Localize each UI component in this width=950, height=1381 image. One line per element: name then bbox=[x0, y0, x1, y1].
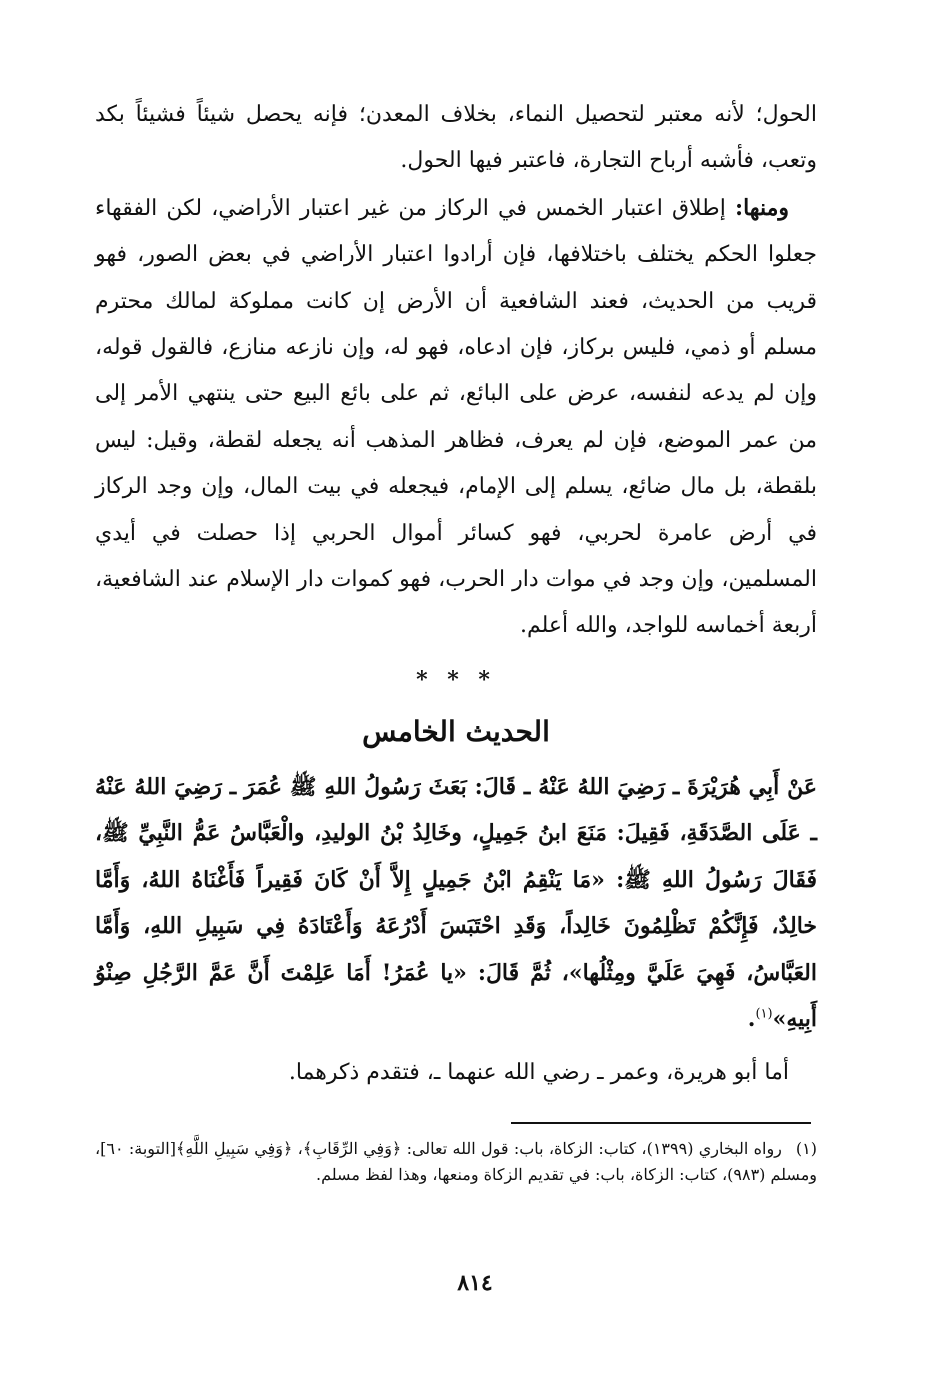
footnote-divider bbox=[511, 1122, 811, 1124]
hadith-body: عَنْ أَبِي هُرَيْرَةَ ـ رَضِيَ اللهُ عَنْهُ ـ قَالَ: بَعَثَ رَسُولُ اللهِ ﷺ عُمَرَ ـ رَضِيَ اللهُ عَنْهُ ـ عَلَى الصَّدَقَةِ، فَقِيلَ: مَنَعَ ابنُ جَمِيلٍ، وخَالِدُ بْنُ الوليدِ، والْعَبَّاسُ عَمُّ النَّبِيِّ ﷺ، فَقَالَ رَسُولُ اللهِ ﷺ: «مَا يَنْقِمُ ابْنُ جَمِيلٍ إِلاَّ أَنْ كَانَ فَقِيراً فَأَغْنَاهُ اللهُ، وَأَمَّا خالِدٌ، فَإِنَّكُمْ تَظْلِمُونَ خَالِداً، وَقَدِ احْتَبَسَ أَدْرُعَهُ وَأَعْتَادَهُ فِي سَبِيلِ اللهِ، وَأَمَّا العَبَّاسُ، فَهِيَ عَلَيَّ ومِثْلُها»، ثُمَّ قَالَ: «يا عُمَرُ! أَمَا عَلِمْتَ أَنَّ عَمَّ الرَّجُلِ صِنْوُ أَبِيهِ» bbox=[95, 773, 817, 1032]
paragraph-2-text: إطلاق اعتبار الخمس في الركاز من غير اعتبار الأراضي، لكن الفقهاء جعلوا الحكم يختلف باختلافها، فإن أرادوا اعتبار الأراضي في بعض الصور، فهو قريب من الحديث، فعند الشافعية أن الأرض إن كانت مملوكة لمالك محترم مسلم أو ذمي، فليس بركاز، فإن ادعاه، فهو له، وإن نازعه منازع، فالقول قوله، وإن لم يدعه لنفسه، عرض على البائع، ثم على بائع البيع حتى ينتهي الأمر إلى من عمر الموضع، فإن لم يعرف، فظاهر المذهب أنه يجعله لقطة، وقيل: ليس بلقطة، بل مال ضائع، يسلم إلى الإمام، فيجعله في بيت المال، وإن وجد الركاز في أرض عامرة لحربي، فهو كسائر أموال الحربي إذا حصلت في أيدي المسلمين، وإن وجد في موات دار الحرب، فهو كموات دار الإسلام عند الشافعية، أربعة أخماسه للواجد، والله أعلم. bbox=[95, 195, 817, 639]
paragraph-2-lead: ومنها: bbox=[734, 194, 789, 221]
hadith-end: . bbox=[747, 1005, 756, 1032]
paragraph-1-text: الحول؛ لأنه معتبر لتحصيل النماء، بخلاف المعدن؛ فإنه يحصل شيئاً فشيئاً بكد وتعب، فأشبه أرباح التجارة، فاعتبر فيها الحول. bbox=[95, 102, 817, 174]
paragraph-2 bbox=[95, 185, 817, 650]
footnote-number: (١) bbox=[795, 1139, 817, 1159]
commentary-text bbox=[95, 1050, 817, 1096]
page-number: ٨١٤ bbox=[457, 1270, 493, 1296]
paragraph-1 bbox=[95, 92, 817, 185]
section-heading: الحديث الخامس bbox=[362, 714, 550, 748]
footnote-reference[interactable]: (١) bbox=[755, 1006, 773, 1022]
hadith-text bbox=[95, 764, 817, 1042]
section-separator: * * * bbox=[416, 666, 496, 693]
commentary-body: أما أبو هريرة، وعمر ـ رضي الله عنهما ـ، فتقدم ذكرهما. bbox=[288, 1060, 789, 1086]
footnote bbox=[95, 1136, 817, 1188]
page-body bbox=[95, 92, 817, 1188]
footnote-text: رواه البخاري (١٣٩٩)، كتاب: الزكاة، باب: قول الله تعالى: ﴿وَفِي الرِّقَابِ﴾، ﴿وَفِي سَبِيلِ اللَّهِ﴾[التوبة: ٦٠]، ومسلم (٩٨٣)، كتاب: الزكاة، باب: في تقديم الزكاة ومنعها، وهذا لفظ مسلم. bbox=[95, 1139, 817, 1185]
